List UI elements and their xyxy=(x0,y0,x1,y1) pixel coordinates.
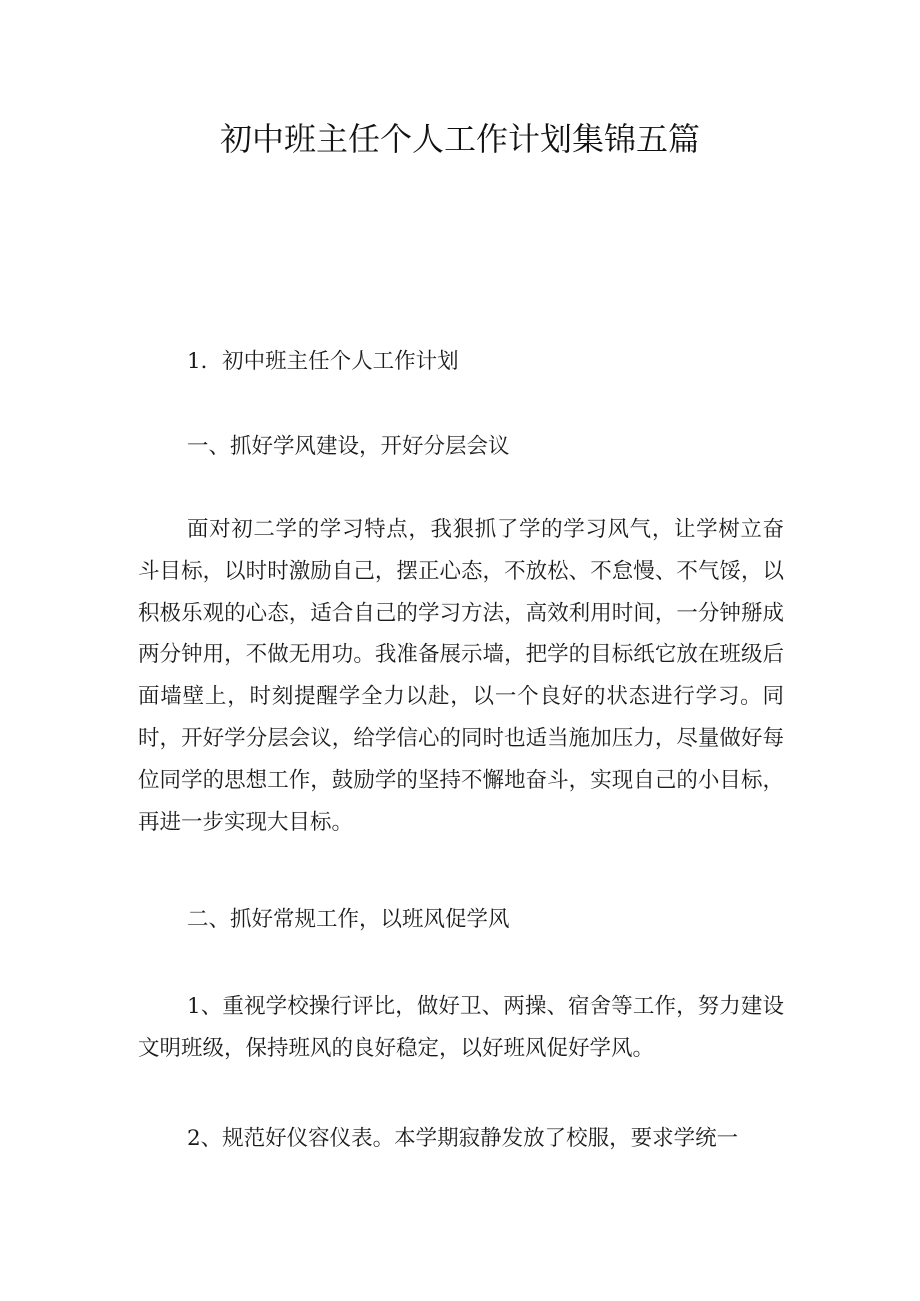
body-paragraph-2: 1、重视学校操行评比，做好卫、两操、宿舍等工作，努力建设文明班级，保持班风的良好稳定，以好班风促好学风。 xyxy=(138,994,784,1061)
body-paragraph-3: 2、规范好仪容仪表。本学期寂静发放了校服，要求学统一 xyxy=(187,1126,739,1151)
subsection-heading-1: 一、抓好学风建设，开好分层会议 xyxy=(187,434,510,459)
body-paragraph-1: 面对初二学的学习特点，我狠抓了学的学习风气，让学树立奋斗目标，以时时激励自己，摆正心态，不放松、不怠慢、不气馁，以积极乐观的心态，适合自己的学习方法，高效利用时间，一分钟掰成两分钟用，不做无用功。我准备展示墙，把学的目标纸它放在班级后面墙壁上，时刻提醒学全力以赴，以一个良好的状态进行学习。同时，开好学分层会议，给学信心的同时也适当施加压力，尽量做好每位同学的思想工作，鼓励学的坚持不懈地奋斗，实现自己的小目标，再进一步实现大目标。 xyxy=(138,517,784,835)
section-heading-1: 1．初中班主任个人工作计划 xyxy=(187,349,459,374)
subsection-heading-2: 二、抓好常规工作，以班风促学风 xyxy=(187,907,510,932)
document-title: 初中班主任个人工作计划集锦五篇 xyxy=(219,120,700,158)
